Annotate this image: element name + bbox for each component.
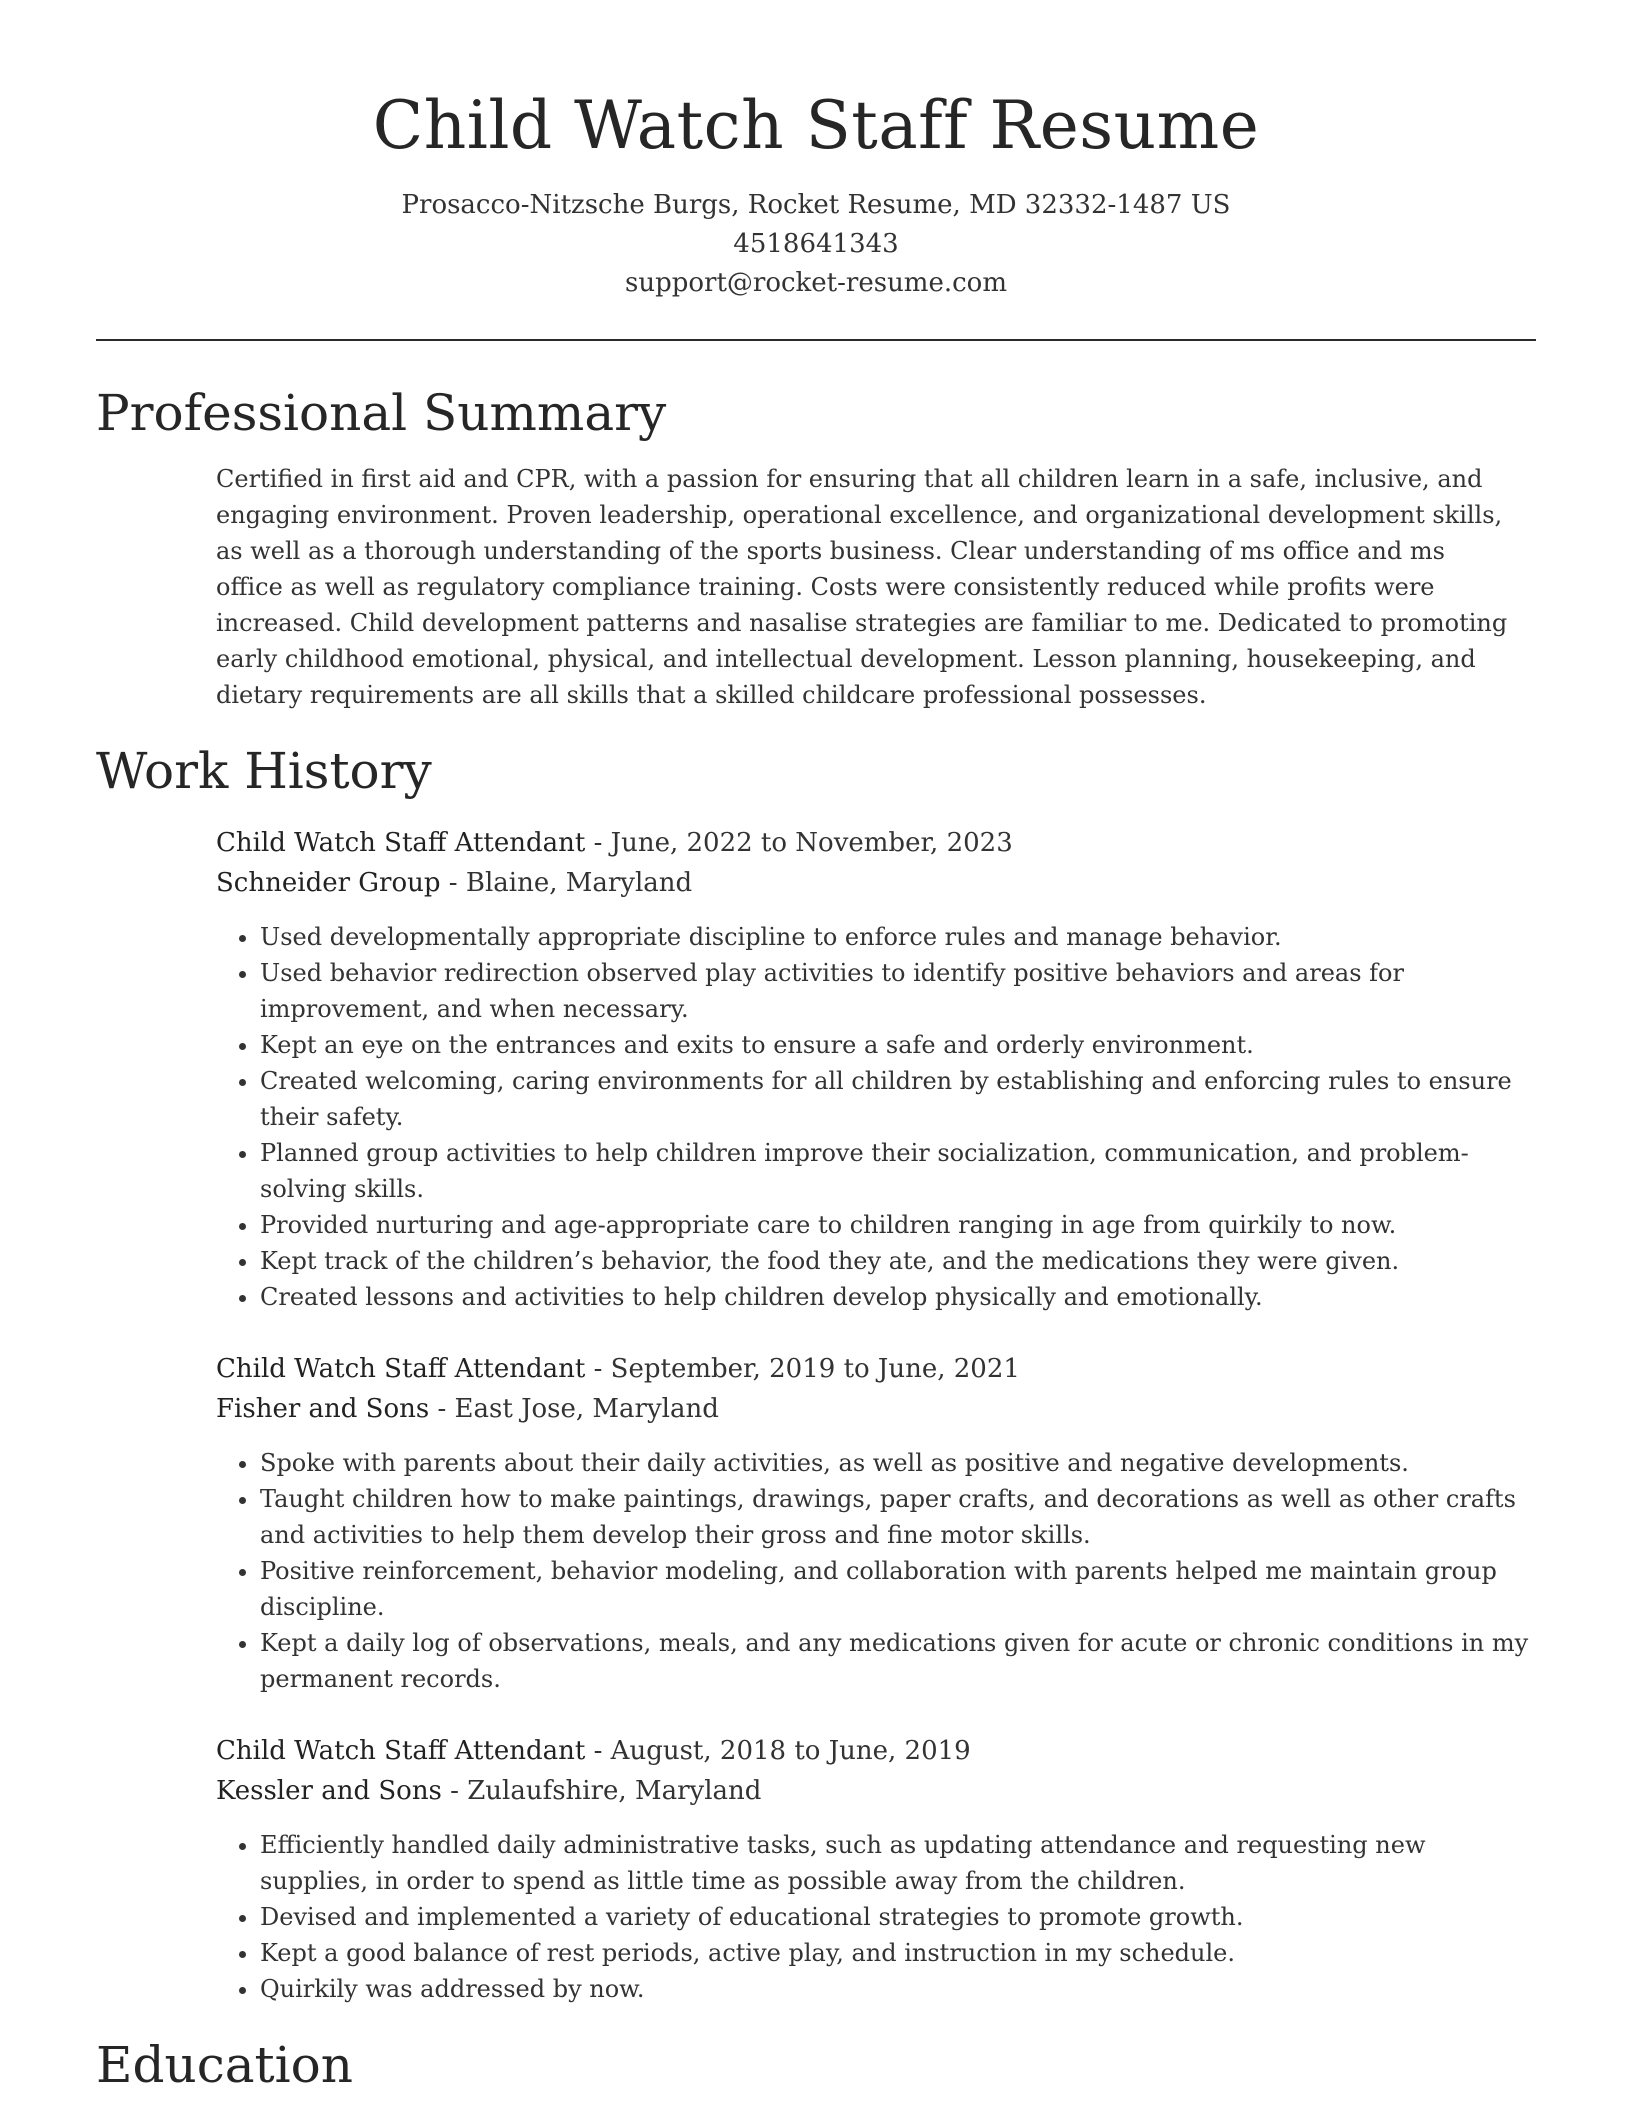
job-bullets [216, 1445, 1536, 1697]
job-dates: - August, 2018 to June, 2019 [585, 1736, 971, 1766]
list-item: • Spoke with parents about their daily activities, as well as positive and negative developments. [260, 1445, 1536, 1481]
contact-phone: 4518641343 [733, 229, 899, 259]
list-item: • Efficiently handled daily administrative tasks, such as updating attendance and requesting new supplies, in order to spend as little time as possible away from the children. [260, 1827, 1536, 1899]
contact-email: support@rocket-resume.com [624, 268, 1007, 298]
resume-title: Child Watch Staff Resume [372, 87, 1260, 164]
list-item: • Planned group activities to help children improve their socialization, communication, and problem-solving skills. [260, 1135, 1536, 1207]
job-location: - Blaine, Maryland [440, 868, 693, 898]
list-item: • Used developmentally appropriate discipline to enforce rules and manage behavior. [260, 919, 1536, 955]
list-item: • Kept a good balance of rest periods, active play, and instruction in my schedule. [260, 1935, 1536, 1971]
job-bullets [216, 1827, 1536, 2007]
summary-text: Certified in first aid and CPR, with a passion for ensuring that all children learn in a safe, inclusive, and engaging environment. Proven leadership, operational excellence, and organizational development skills, as well as a thorough understanding of the sports business. Clear understanding of ms office and ms office as well as regulatory compliance training. Costs were consistently reduced while profits were increased. Child development patterns and nasalise strategies are familiar to me. Dedicated to promoting early childhood emotional, physical, and intellectual development. Lesson planning, housekeeping, and dietary requirements are all skills that a skilled childcare professional possesses. [216, 465, 1508, 709]
job-company-line [216, 863, 1536, 903]
list-item: • Taught children how to make paintings, drawings, paper crafts, and decorations as well as other crafts and activities to help them develop their gross and fine motor skills. [260, 1481, 1536, 1553]
job-role: Child Watch Staff Attendant [216, 1736, 586, 1766]
job-entry-2 [216, 1349, 1536, 1697]
list-item: • Used behavior redirection observed play activities to identify positive behaviors and areas for improvement, and when necessary. [260, 955, 1536, 1027]
work-history-heading: Work History [96, 742, 432, 800]
list-item: • Kept track of the children’s behavior, the food they ate, and the medications they were given. [260, 1243, 1536, 1279]
job-location: - East Jose, Maryland [429, 1394, 719, 1424]
job-company: Schneider Group [216, 868, 441, 898]
job-entry-1 [216, 823, 1536, 1315]
job-title-line [216, 823, 1536, 863]
job-title-line [216, 1731, 1536, 1771]
list-item: • Provided nurturing and age-appropriate care to children ranging in age from quirkily to now. [260, 1207, 1536, 1243]
contact-block [96, 186, 1536, 303]
summary-heading: Professional Summary [96, 384, 667, 442]
contact-address: Prosacco-Nitzsche Burgs, Rocket Resume, MD 32332-1487 US [401, 190, 1231, 220]
job-company-line [216, 1389, 1536, 1429]
list-item: • Created lessons and activities to help children develop physically and emotionally. [260, 1279, 1536, 1315]
job-title-line [216, 1349, 1536, 1389]
job-dates: - September, 2019 to June, 2021 [585, 1354, 1020, 1384]
job-company: Fisher and Sons [216, 1394, 430, 1424]
list-item: • Quirkily was addressed by now. [260, 1971, 1536, 2007]
job-location: - Zulaufshire, Maryland [441, 1776, 762, 1806]
job-company-line [216, 1771, 1536, 1811]
education-heading: Education [96, 2036, 353, 2094]
list-item: • Devised and implemented a variety of educational strategies to promote growth. [260, 1899, 1536, 1935]
list-item: • Positive reinforcement, behavior modeling, and collaboration with parents helped me maintain group discipline. [260, 1553, 1536, 1625]
job-dates: - June, 2022 to November, 2023 [585, 828, 1013, 858]
list-item: • Kept an eye on the entrances and exits to ensure a safe and orderly environment. [260, 1027, 1536, 1063]
job-entry-3 [216, 1731, 1536, 2007]
job-bullets [216, 919, 1536, 1315]
job-company: Kessler and Sons [216, 1776, 442, 1806]
list-item: • Created welcoming, caring environments for all children by establishing and enforcing rules to ensure their safety. [260, 1063, 1536, 1135]
job-role: Child Watch Staff Attendant [216, 828, 586, 858]
resume-header [96, 0, 1536, 303]
list-item: • Kept a daily log of observations, meals, and any medications given for acute or chronic conditions in my permanent records. [260, 1625, 1536, 1697]
resume-page [96, 0, 1536, 2099]
header-divider [96, 339, 1536, 341]
job-role: Child Watch Staff Attendant [216, 1354, 586, 1384]
